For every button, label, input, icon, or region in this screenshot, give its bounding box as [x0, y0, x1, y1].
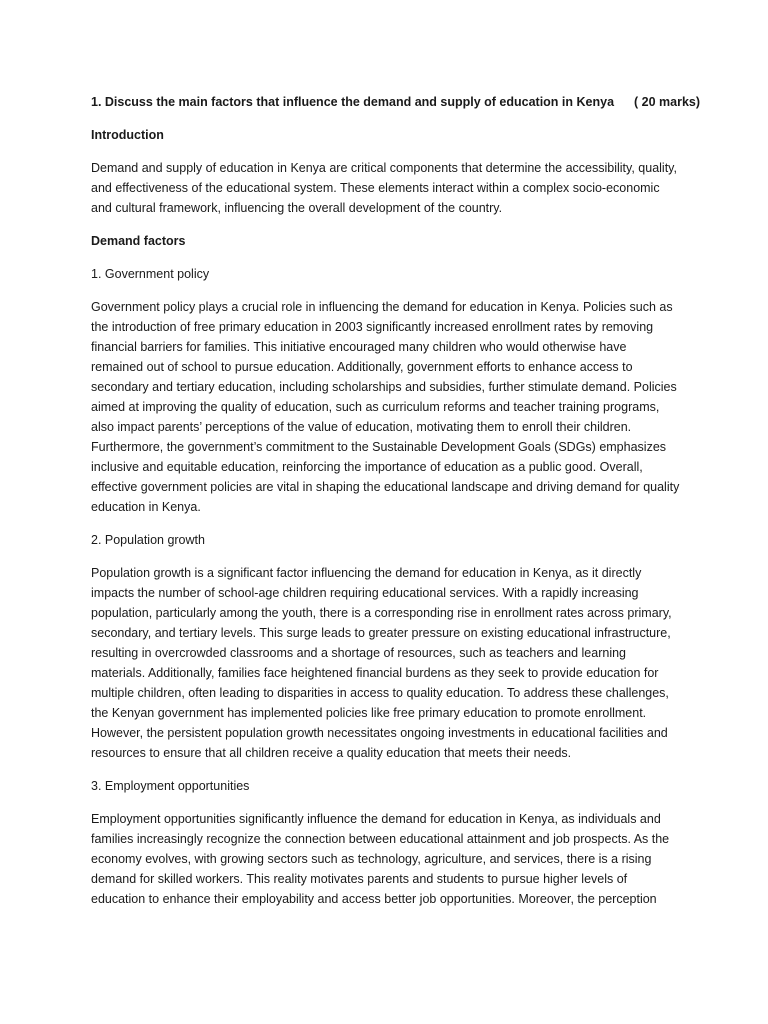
factor-title-government-policy: 1. Government policy	[91, 267, 210, 281]
demand-factors-heading: Demand factors	[91, 234, 186, 248]
factor-paragraph-population-growth: Population growth is a significant factor influencing the demand for education in Kenya, as it directly impacts the number of school-age children requiring educational services. With a rapidly increasing population, particularly among the youth, there is a corresponding rise in enrollment rates across primary, secondary, and tertiary levels. This surge leads to greater pressure on existing educational infrastructure, resulting in overcrowded classrooms and a shortage of resources, such as teachers and learning materials. Additionally, families face heightened financial burdens as they seek to provide education for multiple children, often leading to disparities in access to quality education. To address these challenges, the Kenyan government has implemented policies like free primary education to promote enrollment. However, the persistent population growth necessitates ongoing investments in educational facilities and resources to ensure that all children receive a quality education that meets their needs.	[91, 566, 672, 760]
introduction-heading: Introduction	[91, 128, 164, 142]
introduction-paragraph: Demand and supply of education in Kenya are critical components that determine the accessibility, quality, and effectiveness of the educational system. These elements interact within a complex socio-economic and cultural framework, influencing the overall development of the country.	[91, 161, 677, 215]
factor-paragraph-employment-opportunities: Employment opportunities significantly influence the demand for education in Kenya, as individuals and families increasingly recognize the connection between educational attainment and job prospects. As the economy evolves, with growing sectors such as technology, agriculture, and services, there is a rising demand for skilled workers. This reality motivates parents and students to pursue higher levels of education to enhance their employability and access better job opportunities. Moreover, the perception	[91, 812, 670, 906]
factor-title-population-growth: 2. Population growth	[91, 533, 205, 547]
question-text: 1. Discuss the main factors that influence the demand and supply of education in Kenya	[91, 95, 615, 109]
factor-title-employment-opportunities: 3. Employment opportunities	[91, 779, 250, 793]
factor-paragraph-government-policy: Government policy plays a crucial role in influencing the demand for education in Kenya. Policies such as the introduction of free primary education in 2003 significantly increased enrollment rates by removing financial barriers for families. This initiative encouraged many children who would otherwise have remained out of school to pursue education. Additionally, government efforts to enhance access to secondary and tertiary education, including scholarships and subsidies, further stimulate demand. Policies aimed at improving the quality of education, such as curriculum reforms and teacher training programs, also impact parents’ perceptions of the value of education, motivating them to enroll their children. Furthermore, the government’s commitment to the Sustainable Development Goals (SDGs) emphasizes inclusive and equitable education, reinforcing the importance of education as a public good. Overall, effective government policies are vital in shaping the educational landscape and driving demand for quality education in Kenya.	[91, 300, 680, 514]
document-page	[91, 92, 701, 922]
question-heading	[91, 92, 701, 112]
question-marks: ( 20 marks)	[634, 95, 701, 109]
